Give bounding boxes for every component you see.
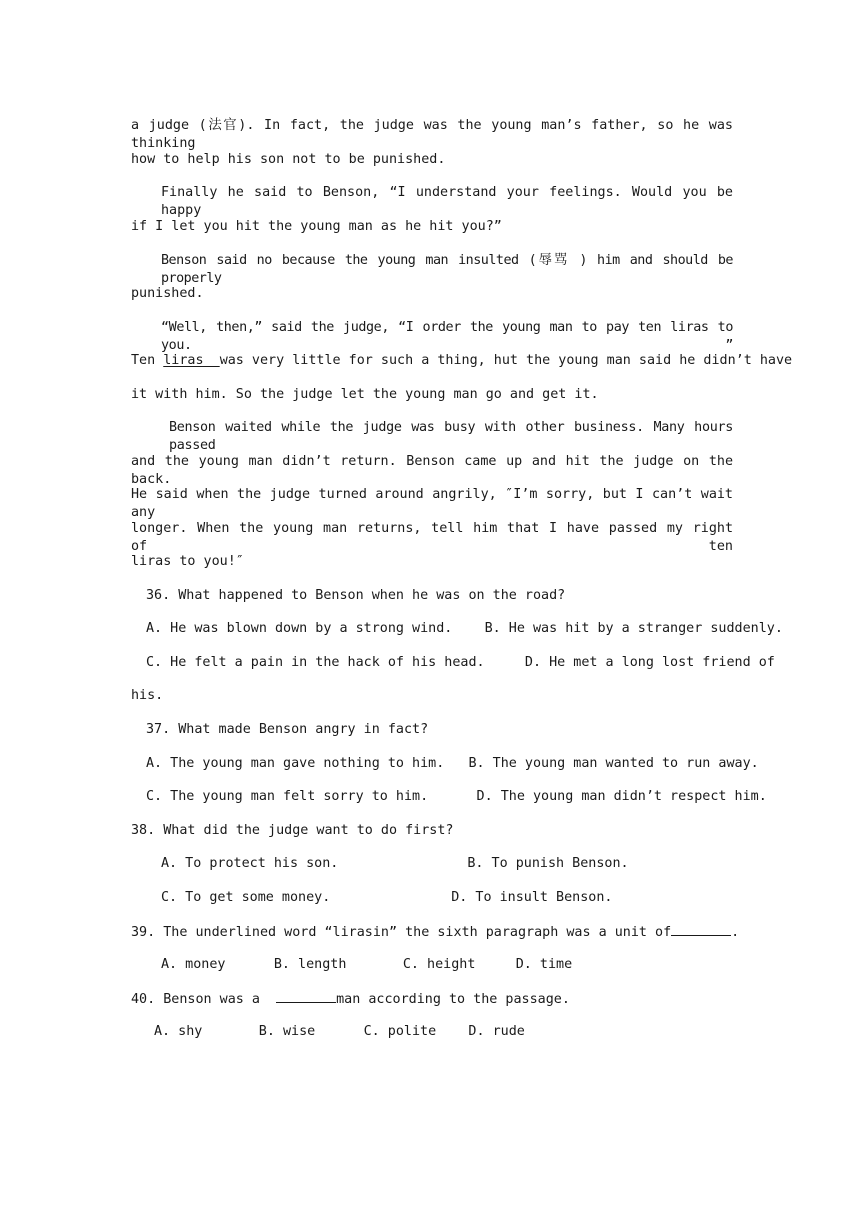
passage-line [131, 352, 792, 370]
passage-line: liras to you!″ [131, 554, 244, 569]
question-37-options-ab: A. The young man gave nothing to him. B. The young man wanted to run away. [146, 756, 759, 771]
passage-line: punished. [131, 286, 204, 301]
question-36-options-cont: his. [131, 688, 164, 703]
question-40-options: A. shy B. wise C. polite D. rude [154, 1024, 525, 1039]
question-36-options-cd: C. He felt a pain in the hack of his head. D. He met a long lost friend of [146, 655, 775, 670]
question-38: 38. What did the judge want to do first? [131, 823, 454, 838]
passage-line: it with him. So the judge let the young man go and get it. [131, 387, 599, 402]
question-39 [131, 922, 739, 942]
answer-blank [671, 922, 731, 936]
underlined-word-liras: liras [163, 353, 220, 368]
passage-line: Finally he said to Benson, “I understand your feelings. Would you be happy [161, 185, 733, 218]
passage-text: was very little for such a thing, hut the young man said he didn’t have [219, 353, 793, 368]
passage-line: longer. When the young man returns, tell him that I have passed my right of ten [131, 521, 733, 554]
question-40-text: 40. Benson was a [131, 992, 277, 1007]
passage-line: Benson said no because the young man insulted (辱骂 ) him and should be properly [161, 253, 733, 286]
passage-line: and the young man didn’t return. Benson came up and hit the judge on the back. [131, 454, 733, 487]
question-38-options-ab: A. To protect his son. B. To punish Benson. [161, 856, 629, 871]
question-36: 36. What happened to Benson when he was on the road? [146, 588, 566, 603]
passage-text: Ten [131, 353, 164, 368]
answer-blank [276, 989, 336, 1003]
question-37: 37. What made Benson angry in fact? [146, 722, 429, 737]
passage-line: “Well, then,” said the judge, “I order the young man to pay ten liras to you. ” [161, 320, 733, 353]
passage-line: He said when the judge turned around angrily, ″I’m sorry, but I can’t wait any [131, 487, 733, 520]
question-38-options-cd: C. To get some money. D. To insult Benson. [161, 890, 613, 905]
question-36-options-ab: A. He was blown down by a strong wind. B. He was hit by a stranger suddenly. [146, 621, 783, 636]
passage-line: Benson waited while the judge was busy with other business. Many hours passed [169, 420, 733, 453]
question-39-text: 39. The underlined word “lirasin” the sixth paragraph was a unit of [131, 925, 672, 940]
passage-line: a judge (法官). In fact, the judge was the young man’s father, so he was thinking [131, 118, 733, 151]
passage-line: how to help his son not to be punished. [131, 152, 446, 167]
question-37-options-cd: C. The young man felt sorry to him. D. The young man didn’t respect him. [146, 789, 767, 804]
question-39-end: . [731, 925, 740, 940]
question-40-text-end: man according to the passage. [336, 992, 570, 1007]
passage-line: if I let you hit the young man as he hit you?” [131, 219, 502, 234]
question-40 [131, 989, 570, 1009]
question-39-options: A. money B. length C. height D. time [161, 957, 573, 972]
